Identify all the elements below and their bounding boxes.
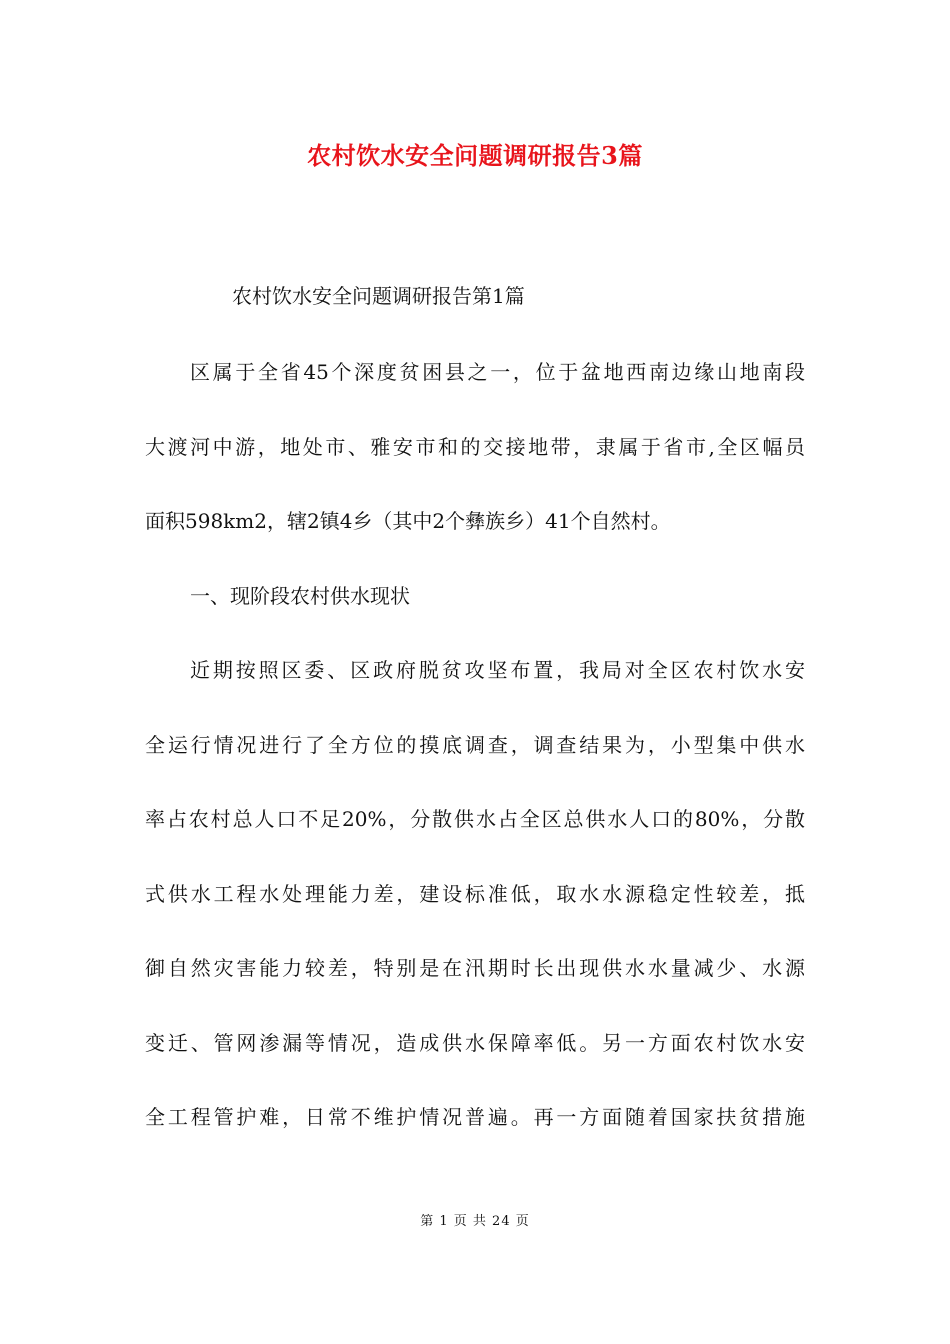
paragraph-line: 近期按照区委、区政府脱贫攻坚布置，我局对全区农村饮水安 <box>190 658 805 682</box>
document-title: 农村饮水安全问题调研报告3篇 <box>307 141 643 170</box>
paragraph-line: 率占农村总人口不足20%，分散供水占全区总供水人口的80%，分散 <box>145 807 805 831</box>
paragraph-line: 全工程管护难，日常不维护情况普遍。再一方面随着国家扶贫措施 <box>145 1105 805 1129</box>
paragraph-line: 御自然灾害能力较差，特别是在汛期时长出现供水水量减少、水源 <box>145 956 805 980</box>
page-number: 第 1 页 共 24 页 <box>420 1214 530 1229</box>
section-heading: 一、现阶段农村供水现状 <box>190 584 410 608</box>
paragraph-line: 区属于全省45个深度贫困县之一，位于盆地西南边缘山地南段 <box>190 360 805 384</box>
paragraph-line: 式供水工程水处理能力差，建设标准低，取水水源稳定性较差，抵 <box>145 882 805 906</box>
paragraph-line: 变迁、管网渗漏等情况，造成供水保障率低。另一方面农村饮水安 <box>145 1031 805 1055</box>
paragraph-line: 面积598km2，辖2镇4乡（其中2个彝族乡）41个自然村。 <box>145 509 671 533</box>
paragraph-line: 大渡河中游，地处市、雅安市和的交接地带，隶属于省市,全区幅员 <box>145 435 805 459</box>
paragraph-line: 全运行情况进行了全方位的摸底调查，调查结果为，小型集中供水 <box>145 733 805 757</box>
section-subtitle: 农村饮水安全问题调研报告第1篇 <box>232 284 525 308</box>
